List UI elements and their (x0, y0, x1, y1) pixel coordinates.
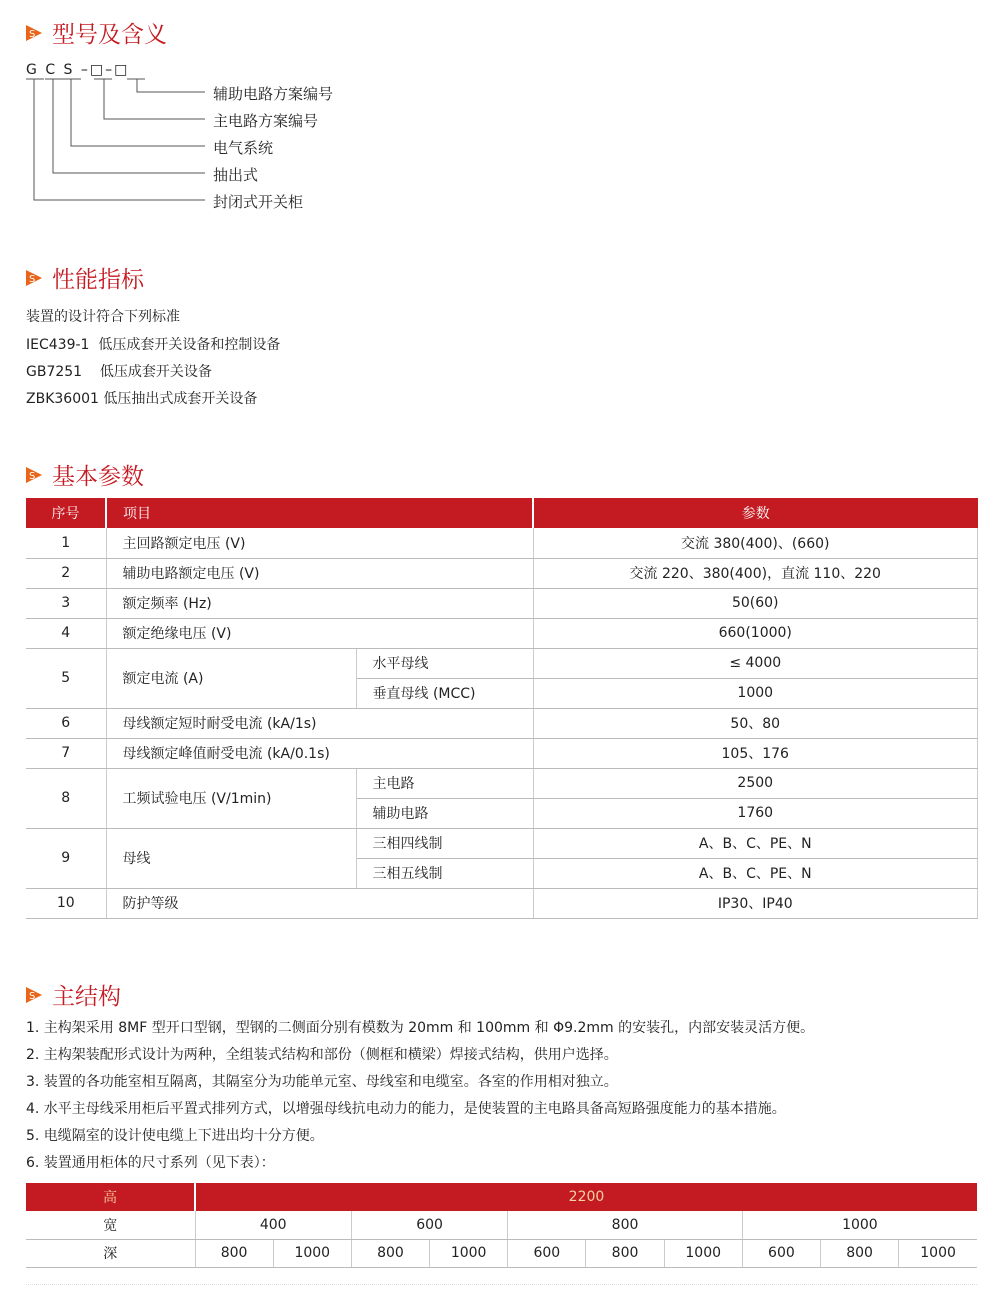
meaning-electrical: 电气系统 (213, 139, 274, 157)
table-cell: 1000 (273, 1239, 351, 1267)
table-cell: 7 (26, 738, 106, 768)
table-cell: 深 (26, 1239, 195, 1267)
table-cell: 600 (351, 1211, 507, 1239)
table-cell: 交流 220、380(400)，直流 110、220 (533, 558, 978, 588)
svg-text:S: S (29, 28, 36, 40)
structure-list (26, 1015, 814, 1177)
table-cell: 1000 (899, 1239, 977, 1267)
table-cell: 10 (26, 888, 106, 918)
size-table (26, 1183, 977, 1268)
divider (26, 1284, 977, 1285)
list-item: 5. 电缆隔室的设计使电缆上下进出均十分方便。 (26, 1128, 324, 1144)
list-item: 3. 装置的各功能室相互隔离，其隔室分为功能单元室、母线室和电缆室。各室的作用相对独立。 (26, 1074, 618, 1090)
table-row (26, 738, 978, 768)
table-row (26, 528, 978, 558)
table-cell: 1000 (533, 678, 978, 708)
svg-text:S: S (29, 990, 36, 1002)
brand-arrow-icon (24, 268, 44, 288)
table-row (26, 558, 978, 588)
table-cell: 105、176 (533, 738, 978, 768)
table-cell: 额定频率 (Hz) (106, 588, 533, 618)
table-cell: 4 (26, 618, 106, 648)
table-cell: 水平母线 (356, 648, 533, 678)
table-cell: 800 (508, 1211, 743, 1239)
table-cell: 1000 (742, 1211, 977, 1239)
list-item: 6. 装置通用柜体的尺寸系列（见下表）： (26, 1155, 275, 1171)
table-row (26, 1239, 977, 1267)
table-cell: 额定绝缘电压 (V) (106, 618, 533, 648)
standard-item: GB7251 低压成套开关设备 (26, 364, 212, 380)
table-cell: 800 (351, 1239, 429, 1267)
table-cell: 800 (195, 1239, 273, 1267)
table-cell: 辅助电路额定电压 (V) (106, 558, 533, 588)
section-title: 主结构 (52, 984, 121, 1010)
table-cell: 三相四线制 (356, 828, 533, 858)
table-cell: 600 (508, 1239, 586, 1267)
table-cell: 3 (26, 588, 106, 618)
standard-item: ZBK36001 低压抽出式成套开关设备 (26, 391, 258, 407)
table-row (26, 708, 978, 738)
table-cell: 1 (26, 528, 106, 558)
section-title: 基本参数 (52, 464, 144, 490)
table-cell: 防护等级 (106, 888, 533, 918)
header-value: 参数 (533, 498, 978, 528)
table-row (26, 618, 978, 648)
table-cell: 主电路 (356, 768, 533, 798)
table-cell: 5 (26, 648, 106, 708)
brand-arrow-icon (24, 465, 44, 485)
table-cell: 9 (26, 828, 106, 888)
table-cell: 交流 380(400)、(660) (533, 528, 978, 558)
table-cell: 母线额定短时耐受电流 (kA/1s) (106, 708, 533, 738)
table-cell: 母线额定峰值耐受电流 (kA/0.1s) (106, 738, 533, 768)
table-row (26, 768, 978, 798)
height-label: 高 (26, 1183, 195, 1211)
table-cell: A、B、C、PE、N (533, 858, 978, 888)
params-table (26, 498, 978, 919)
meaning-aux-circuit: 辅助电路方案编号 (213, 85, 334, 103)
table-cell: 垂直母线 (MCC) (356, 678, 533, 708)
table-cell: 辅助电路 (356, 798, 533, 828)
standard-intro: 装置的设计符合下列标准 (26, 309, 180, 325)
table-cell: 工频试验电压 (V/1min) (106, 768, 356, 828)
table-row (26, 1211, 977, 1239)
standard-item: IEC439-1 低压成套开关设备和控制设备 (26, 337, 281, 353)
svg-text:S: S (29, 273, 36, 285)
table-cell: 50、80 (533, 708, 978, 738)
meaning-enclosed: 封闭式开关柜 (213, 193, 304, 211)
list-item: 4. 水平主母线采用柜后平置式排列方式，以增强母线抗电动力的能力，是使装置的主电路具备高短路强度能力的基本措施。 (26, 1101, 786, 1117)
section-title: 性能指标 (52, 267, 144, 293)
table-cell: 1000 (430, 1239, 508, 1267)
table-cell: 660(1000) (533, 618, 978, 648)
section-performance (24, 261, 144, 294)
header-no: 序号 (26, 498, 106, 528)
section-params (24, 458, 144, 491)
meaning-main-circuit: 主电路方案编号 (213, 112, 319, 130)
table-cell: 1000 (664, 1239, 742, 1267)
table-row (26, 588, 978, 618)
table-row (26, 648, 978, 678)
table-cell: 600 (742, 1239, 820, 1267)
table-cell: 主回路额定电压 (V) (106, 528, 533, 558)
table-cell: IP30、IP40 (533, 888, 978, 918)
table-cell: 800 (821, 1239, 899, 1267)
table-cell: 800 (586, 1239, 664, 1267)
section-structure (24, 978, 121, 1011)
table-cell: 三相五线制 (356, 858, 533, 888)
table-cell: 额定电流 (A) (106, 648, 356, 708)
table-cell: 母线 (106, 828, 356, 888)
header-item: 项目 (106, 498, 533, 528)
table-cell: A、B、C、PE、N (533, 828, 978, 858)
model-diagram-lines (0, 0, 220, 210)
table-cell: 2 (26, 558, 106, 588)
table-cell: 6 (26, 708, 106, 738)
table-cell: 1760 (533, 798, 978, 828)
svg-text:S: S (29, 470, 36, 482)
table-cell: 2500 (533, 768, 978, 798)
height-value: 2200 (195, 1183, 977, 1211)
table-cell: 50(60) (533, 588, 978, 618)
table-cell: 8 (26, 768, 106, 828)
list-item: 2. 主构架装配形式设计为两种，全组装式结构和部份（侧框和横梁）焊接式结构，供用户选择。 (26, 1047, 618, 1063)
section-title: 型号及含义 (52, 22, 167, 48)
table-cell: ≤ 4000 (533, 648, 978, 678)
brand-arrow-icon (24, 985, 44, 1005)
model-code: G C S –□–□ (26, 62, 130, 78)
meaning-drawout: 抽出式 (213, 166, 259, 184)
table-row (26, 828, 978, 858)
list-item: 1. 主构架采用 8MF 型开口型钢，型钢的二侧面分别有模数为 20mm 和 100mm 和 Φ9.2mm 的安装孔，内部安装灵活方便。 (26, 1020, 815, 1036)
table-cell: 400 (195, 1211, 351, 1239)
table-row (26, 888, 978, 918)
table-cell: 宽 (26, 1211, 195, 1239)
